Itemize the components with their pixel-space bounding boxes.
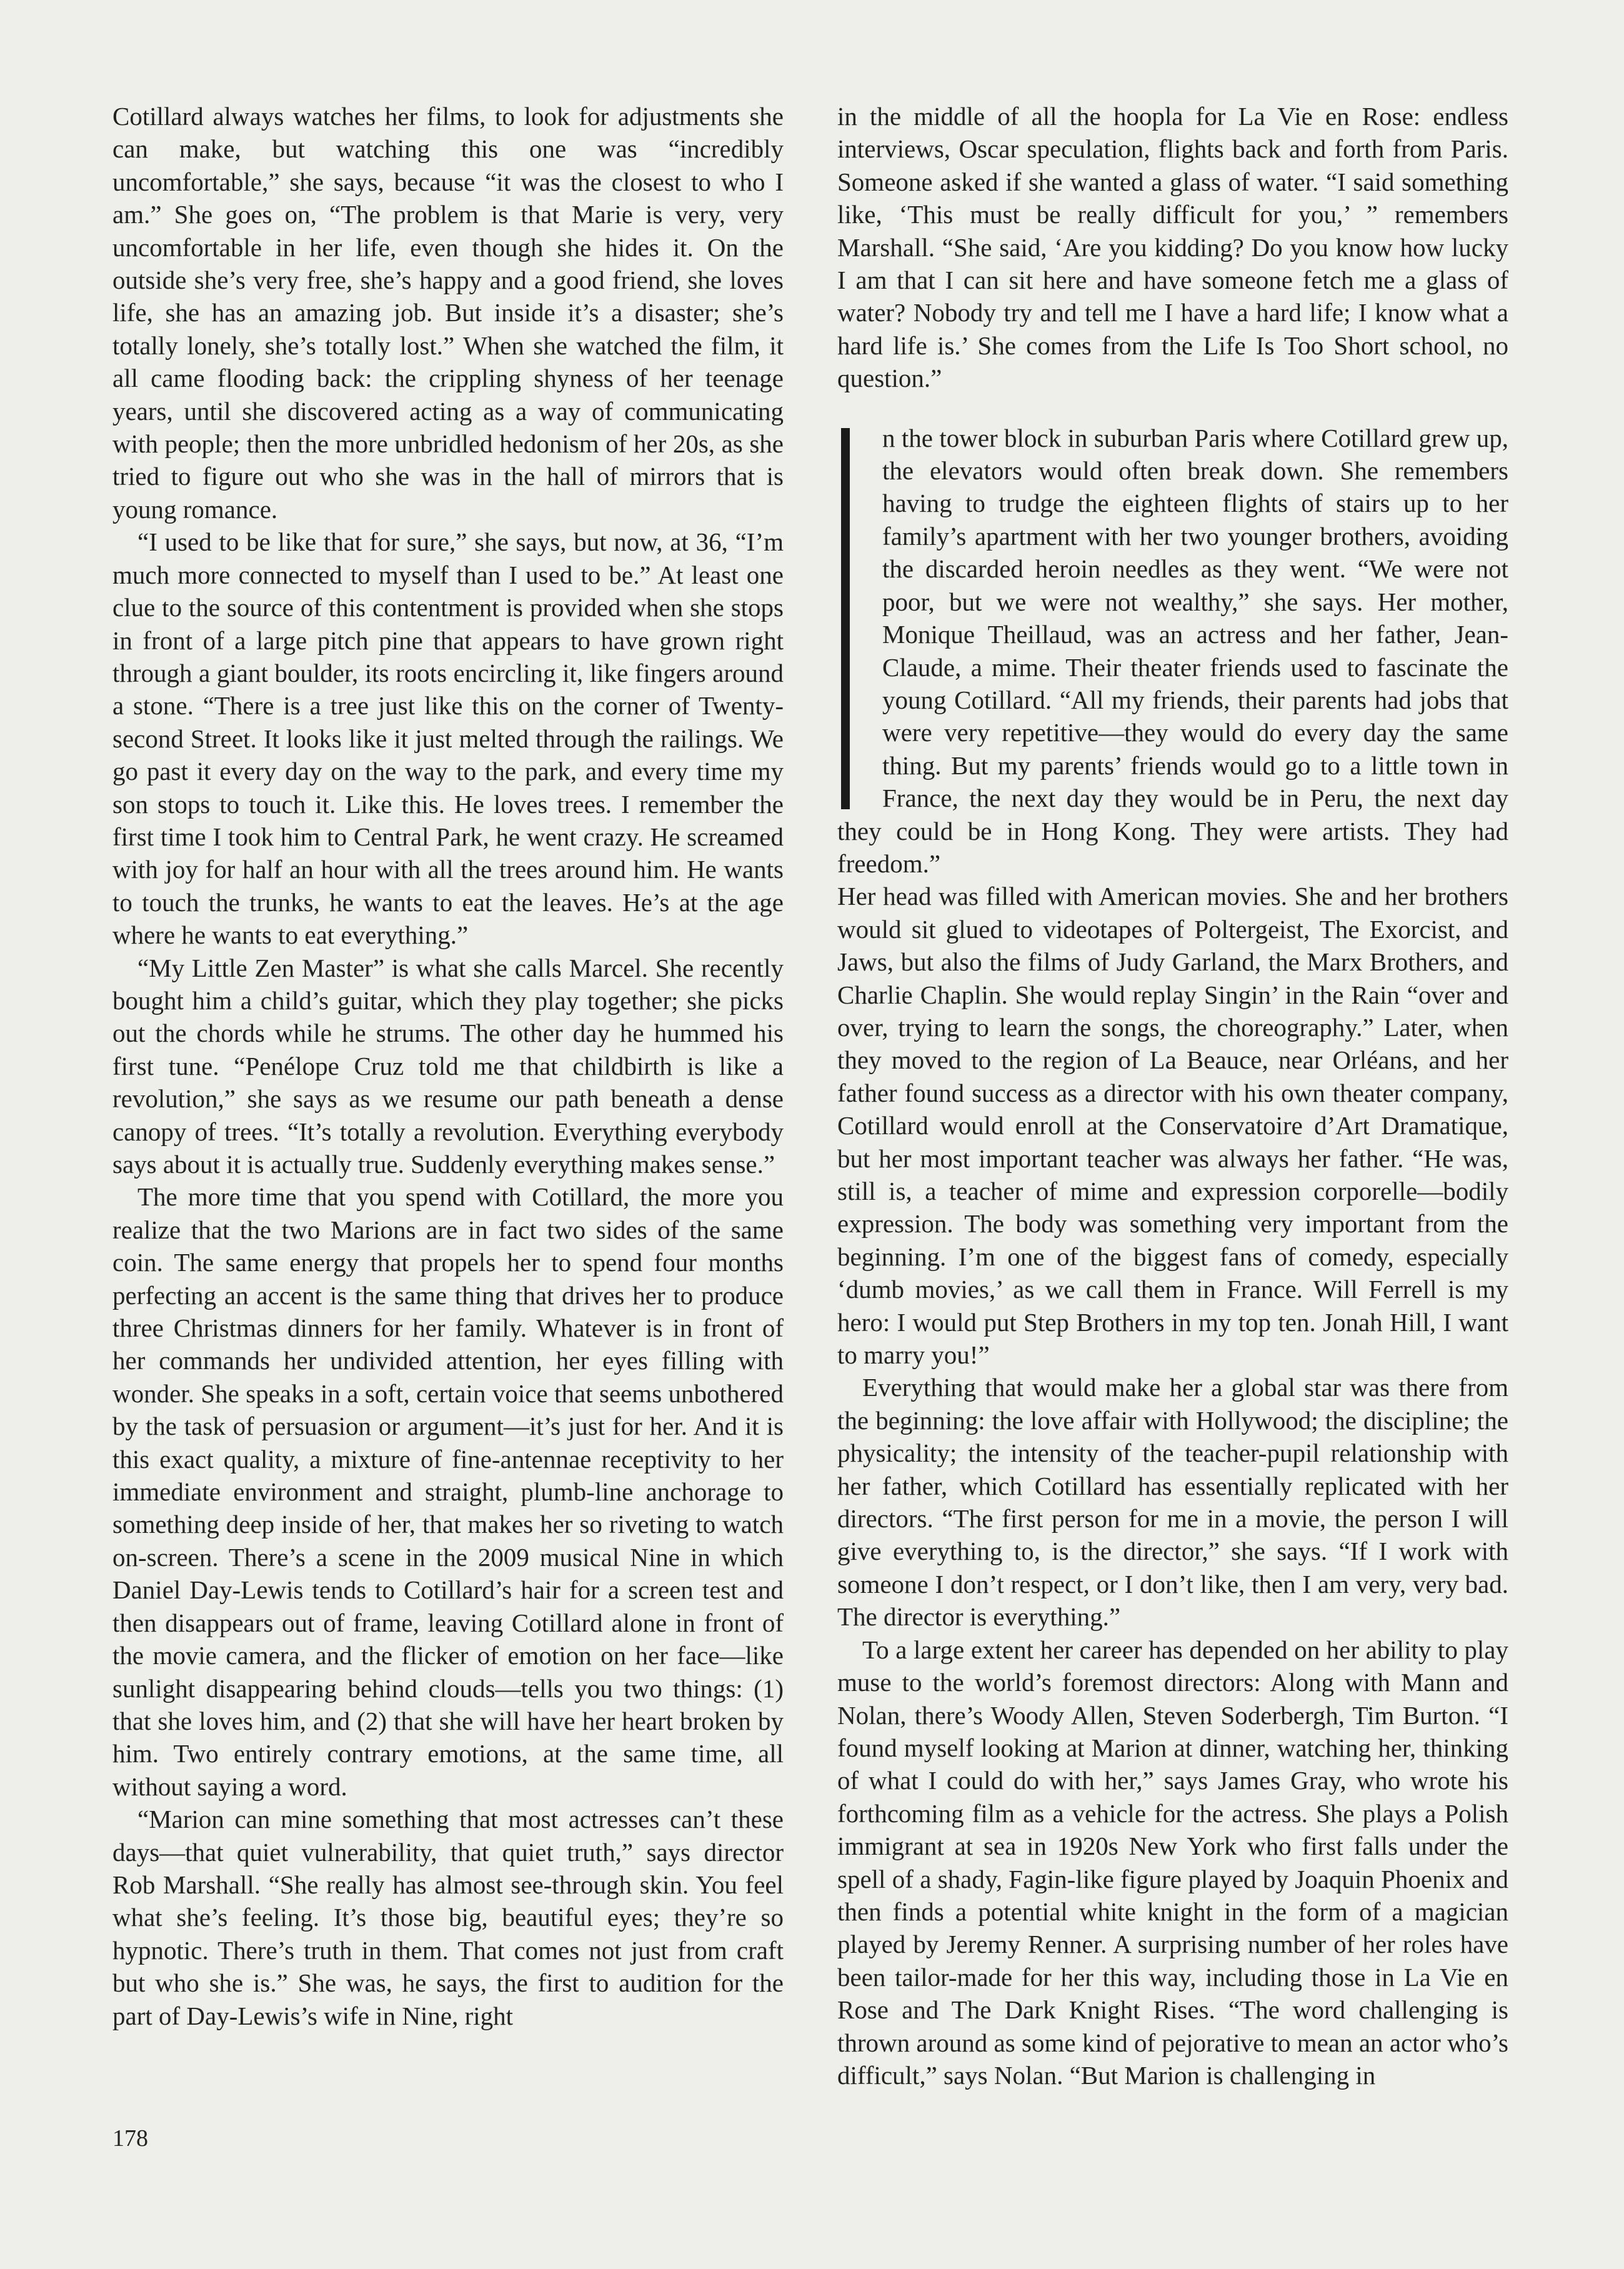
left-column: [112, 100, 784, 2032]
page-number: 178: [112, 2125, 148, 2152]
article-paragraph: Her head was filled with American movies. She and her brothers would sit glued to videotapes of Poltergeist, The Exorcist, and Jaws, but also the films of Judy Garland, the Marx Brothers, and Charlie Chaplin. She would replay Singin’ in the Rain “over and over, trying to learn the songs, the choreography.” Later, when they moved to the region of La Beauce, near Orléans, and her father found success as a director with his own theater company, Cotillard would enroll at the Conservatoire d’Art Dramatique, but her most important teacher was always her father. “He was, still is, a teacher of mime and expression corporelle—bodily expression. The body was something very important from the beginning. I’m one of the biggest fans of comedy, especially ‘dumb movies,’ as we call them in France. Will Ferrell is my hero: I would put Step Brothers in my top ten. Jonah Hill, I want to marry you!”: [837, 882, 1508, 1370]
article-paragraph: Everything that would make her a global star was there from the beginning: the love affair with Hollywood; the discipline; the physicality; the intensity of the teacher-pupil relationship with her father, which Cotillard has essentially replicated with her directors. “The first person for me in a movie, the person I will give everything to, is the director,” she says. “If I work with someone I don’t respect, or I don’t like, then I am very, very bad. The director is everything.”: [837, 1373, 1508, 1632]
article-paragraph: Cotillard always watches her films, to look for adjustments she can make, but watching this one was “incredibly uncomfortable,” she says, because “it was the closest to who I am.” She goes on, “The problem is that Marie is very, very uncomfortable in her life, even though she hides it. On the outside she’s very free, she’s happy and a good friend, she loves life, she has an amazing job. But inside it’s a disaster; she’s totally lonely, she’s totally lost.” When she watched the film, it all came flooding back: the crippling shyness of her teenage years, until she discovered acting as a way of communicating with people; then the more unbridled hedonism of her 20s, as she tried to figure out who she was in the hall of mirrors that is young romance.: [112, 102, 784, 524]
article-paragraph-continued: in the middle of all the hoopla for La Vie en Rose: endless interviews, Oscar speculation, flights back and forth from Paris. Someone asked if she wanted a glass of water. “I said something like, ‘This must be really difficult for you,’ ” remembers Marshall. “She said, ‘Are you kidding? Do you know how lucky I am that I can sit here and have someone fetch me a glass of water? Nobody try and tell me I have a hard life; I know what a hard life is.’ She comes from the Life Is Too Short school, no question.”: [837, 102, 1508, 393]
article-paragraph: “I used to be like that for sure,” she says, but now, at 36, “I’m much more connected to myself than I used to be.” At least one clue to the source of this contentment is provided when she stops in front of a large pitch pine that appears to have grown right through a giant boulder, its roots encircling it, like fingers around a stone. “There is a tree just like this on the corner of Twenty-second Street. It looks like it just melted through the railings. We go past it every day on the way to the park, and every time my son stops to touch it. Like this. He loves trees. I remember the first time I took him to Central Park, he went crazy. He screamed with joy for half an hour with all the trees around him. He wants to touch the trunks, he wants to eat the leaves. He’s at the age where he wants to eat everything.”: [112, 527, 784, 950]
section-opening: [837, 422, 1508, 880]
article-paragraph: The more time that you spend with Cotillard, the more you realize that the two Marions are in fact two sides of the same coin. The same energy that propels her to spend four months perfecting an accent is the same thing that drives her to produce three Christmas dinners for her family. Whatever is in front of her commands her undivided attention, her eyes filling with wonder. She speaks in a soft, certain voice that seems unbothered by the task of persuasion or argument—it’s just for her. And it is this exact quality, a mixture of fine-antennae receptivity to her immediate environment and straight, plumb-line anchorage to something deep inside of her, that makes her so riveting to watch on-screen. There’s a scene in the 2009 musical Nine in which Daniel Day-Lewis tends to Cotillard’s hair for a screen test and then disappears out of frame, leaving Cotillard alone in front of the movie camera, and the flicker of emotion on her face—like sunlight disappearing behind clouds—tells you two things: (1) that she loves him, and (2) that she will have her heart broken by him. Two entirely contrary emotions, at the same time, all without saying a word.: [112, 1182, 784, 1801]
article-paragraph: “Marion can mine something that most actresses can’t these days—that quiet vulnerability, that quiet truth,” says director Rob Marshall. “She really has almost see-through skin. You feel what she’s feeling. It’s those big, beautiful eyes; they’re so hypnotic. There’s truth in them. That comes not just from craft but who she is.” She was, he says, the first to audition for the part of Day-Lewis’s wife in Nine, right: [112, 1805, 784, 2030]
right-column: [837, 100, 1508, 2092]
article-paragraph: To a large extent her career has depended on her ability to play muse to the world’s foremost directors: Along with Mann and Nolan, there’s Woody Allen, Steven Soderbergh, Tim Burton. “I found myself looking at Marion at dinner, watching her, thinking of what I could do with her,” says James Gray, who wrote his forthcoming film as a vehicle for the actress. She plays a Polish immigrant at sea in 1920s New York who first falls under the spell of a shady, Fagin-like figure played by Joaquin Phoenix and then finds a potential white knight in the form of a magician played by Jeremy Renner. A surprising number of her roles have been tailor-made for her this way, including those in La Vie en Rose and The Dark Knight Rises. “The word challenging is thrown around as some kind of pejorative to mean an actor who’s difficult,” says Nolan. “But Marion is challenging in: [837, 1635, 1508, 2090]
drop-cap-initial-bar: [841, 428, 850, 809]
article-paragraph: “My Little Zen Master” is what she calls Marcel. She recently bought him a child’s guitar, which they play together; she picks out the chords while he strums. The other day he hummed his first tune. “Penélope Cruz told me that childbirth is like a revolution,” she says as we resume our path beneath a dense canopy of trees. “It’s totally a revolution. Everything everybody says about it is actually true. Suddenly everything makes sense.”: [112, 953, 784, 1179]
section-opening-paragraph: n the tower block in suburban Paris where Cotillard grew up, the elevators would often break down. She remembers having to trudge the eighteen flights of stairs up to her family’s apartment with her two younger brothers, avoiding the discarded heroin needles as they went. “We were not poor, but we were not wealthy,” she says. Her mother, Monique Theillaud, was an actress and her father, Jean-Claude, a mime. Their theater friends used to fascinate the young Cotillard. “All my friends, their parents had jobs that were very repetitive—they would do every day the same thing. But my parents’ friends would go to a little town in France, the next day they would be in Peru, the next day they could be in Hong Kong. They were artists. They had freedom.”: [837, 423, 1508, 878]
